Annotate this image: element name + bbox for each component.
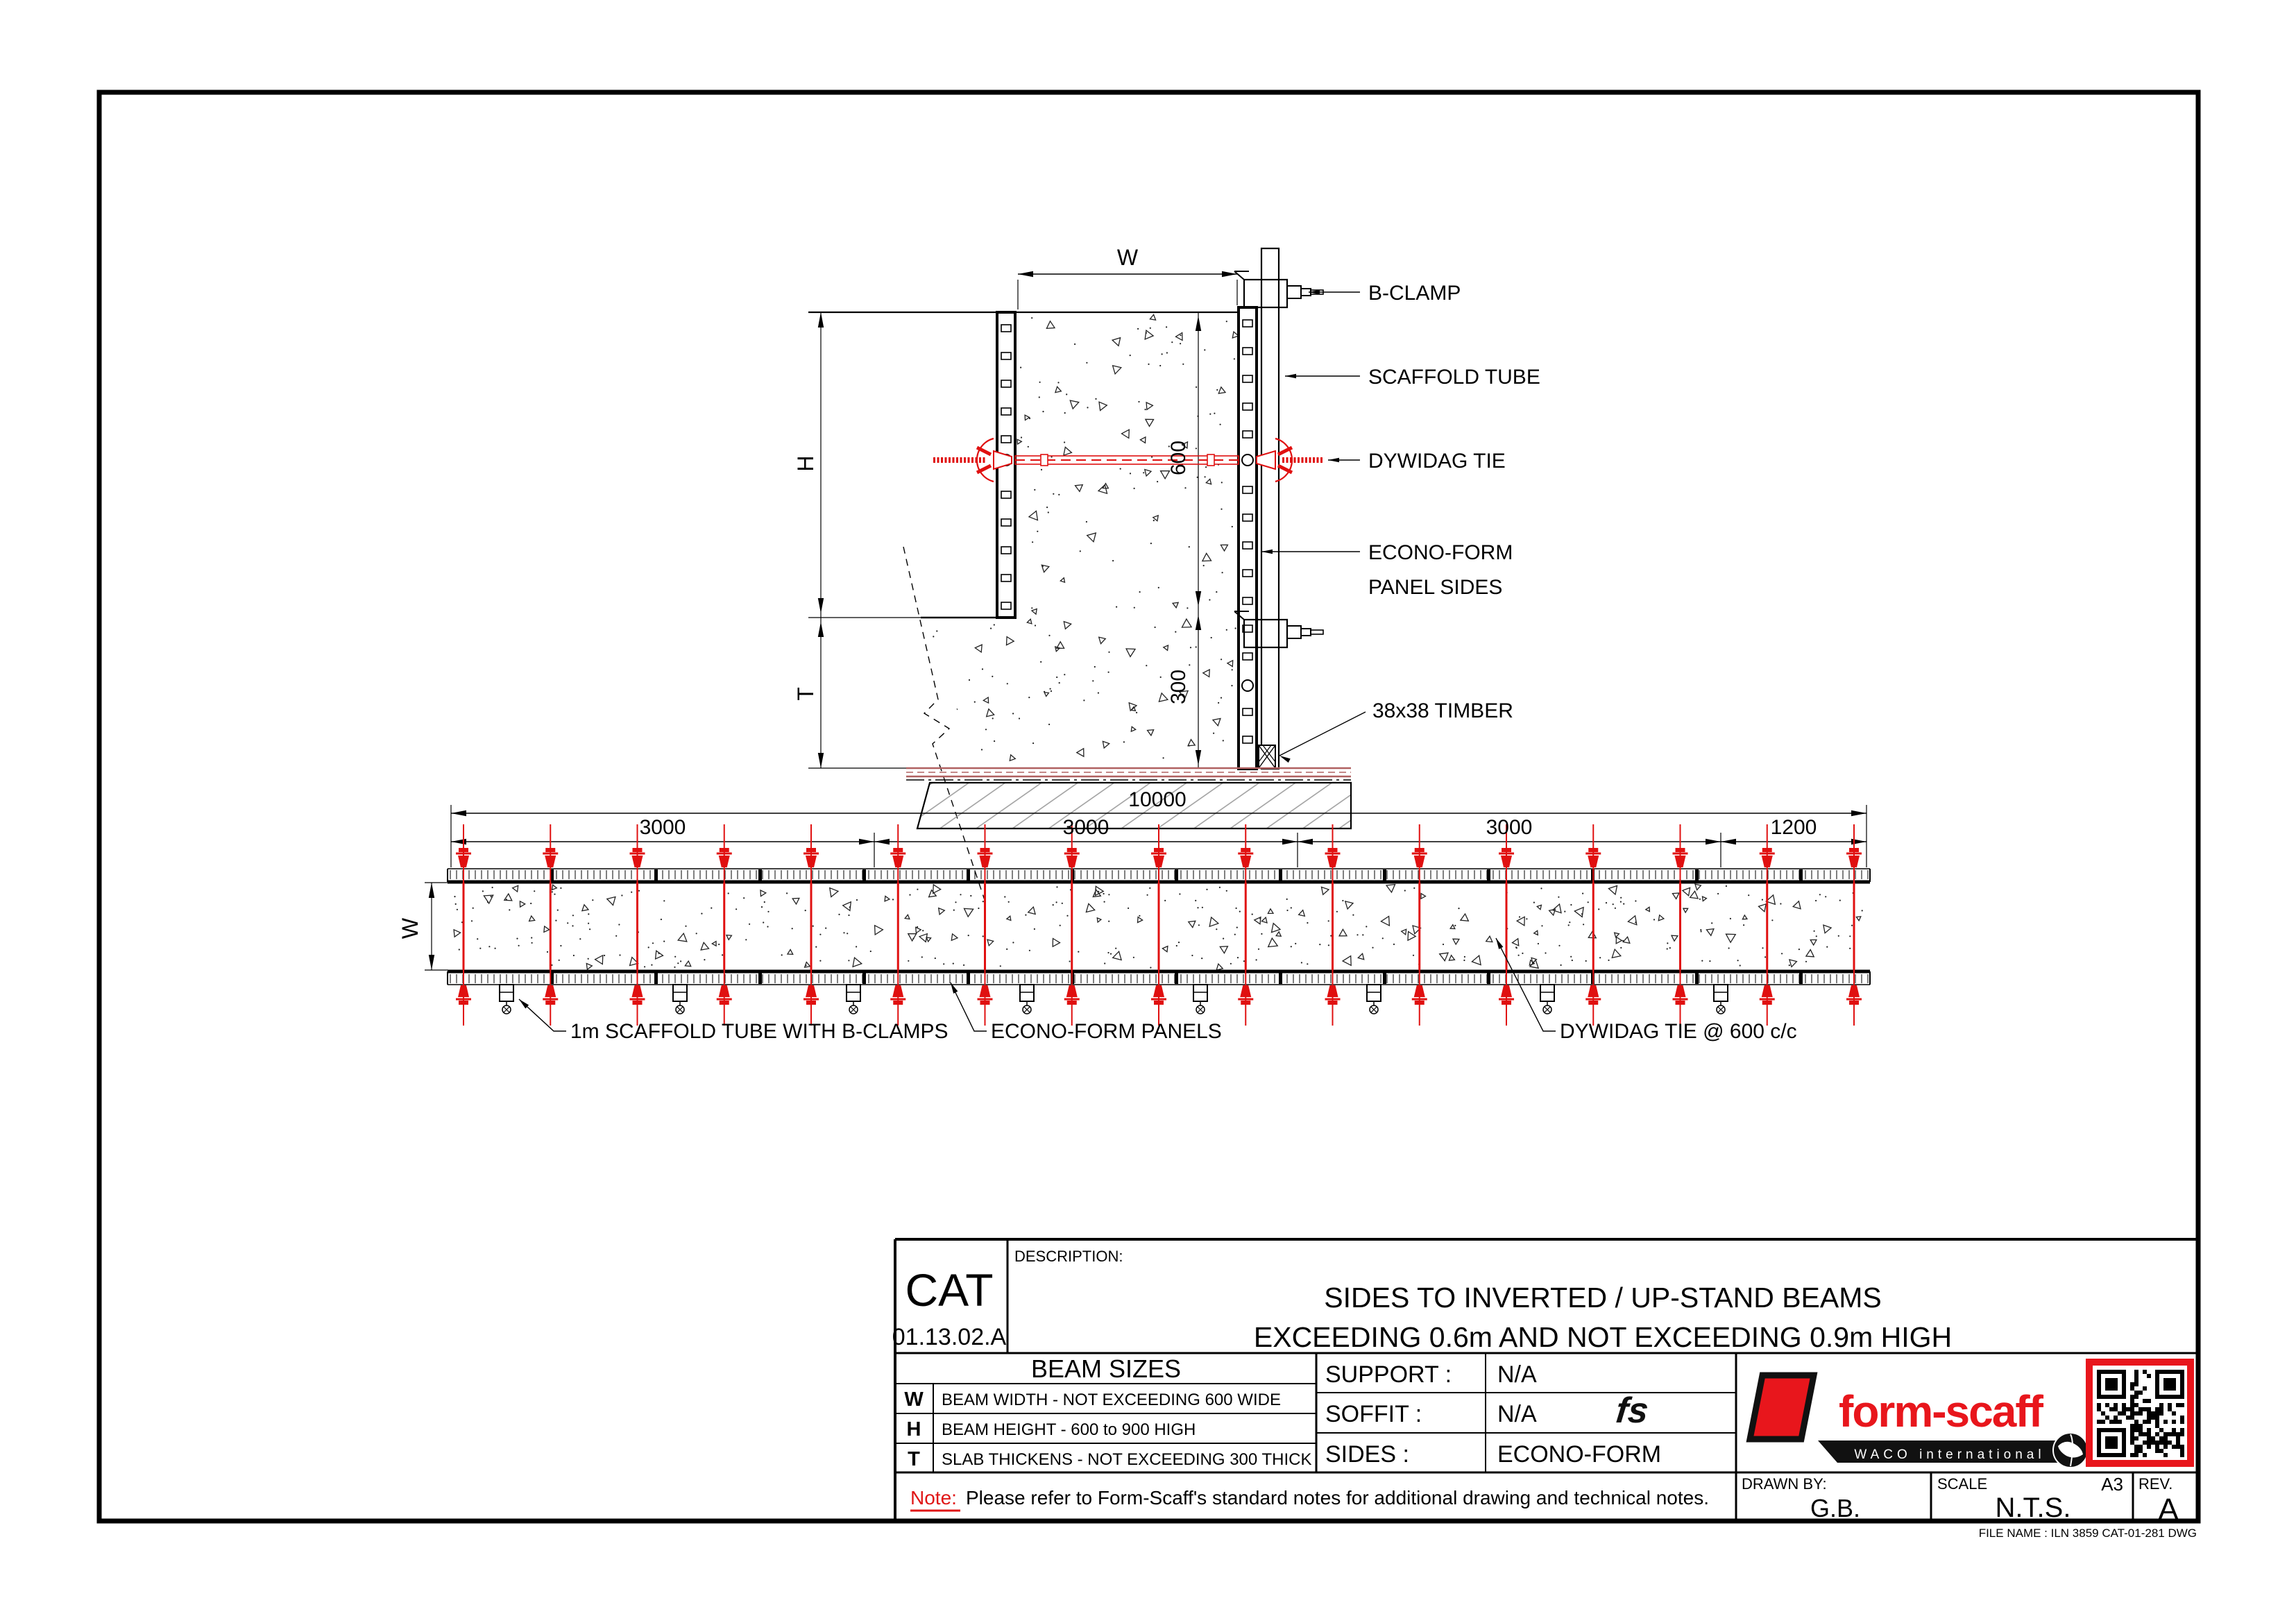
beam-row-w-desc: BEAM WIDTH - NOT EXCEEDING 600 WIDE <box>942 1391 1281 1409</box>
qr-code <box>2086 1359 2194 1467</box>
plan-label-scaffold: 1m SCAFFOLD TUBE WITH B-CLAMPS <box>570 1020 949 1043</box>
drawn-by-label: DRAWN BY: <box>1742 1475 1827 1493</box>
beam-row-h-desc: BEAM HEIGHT - 600 to 900 HIGH <box>942 1420 1196 1439</box>
section-view-geometry <box>808 248 1366 902</box>
section-dim-300: 300 <box>1167 669 1190 705</box>
label-dywidag-tie: DYWIDAG TIE <box>1368 450 1506 473</box>
sides-value: ECONO-FORM <box>1497 1441 1662 1468</box>
scale-label: SCALE <box>1937 1475 1988 1493</box>
support-label: SUPPORT : <box>1325 1361 1452 1388</box>
label-timber: 38x38 TIMBER <box>1372 699 1513 722</box>
brand-wordmark: form-scaff <box>1839 1386 2042 1436</box>
note-label: Note: <box>910 1487 957 1509</box>
rev-label: REV. <box>2138 1475 2173 1493</box>
paper-size: A3 <box>2101 1474 2123 1495</box>
beam-row-t-desc: SLAB THICKENS - NOT EXCEEDING 300 THICK <box>942 1450 1312 1469</box>
plan-dim-total: 10000 <box>1128 788 1187 811</box>
support-value: N/A <box>1497 1361 1537 1388</box>
plan-dim-seg3: 3000 <box>1486 816 1533 839</box>
plan-dim-seg2: 3000 <box>1062 816 1109 839</box>
plan-dim-w-label: W <box>398 917 423 940</box>
description-line1: SIDES TO INVERTED / UP-STAND BEAMS <box>1324 1282 1882 1314</box>
plan-label-panels: ECONO-FORM PANELS <box>991 1020 1222 1043</box>
beam-sizes-title: BEAM SIZES <box>1030 1354 1182 1383</box>
description-line2: EXCEEDING 0.6m AND NOT EXCEEDING 0.9m HIGH <box>1253 1321 1953 1353</box>
cat-title: CAT <box>905 1264 994 1316</box>
plan-dim-seg4: 1200 <box>1770 816 1817 839</box>
sides-label: SIDES : <box>1325 1441 1409 1468</box>
plan-label-tie: DYWIDAG TIE @ 600 c/c <box>1560 1020 1797 1043</box>
plan-dim-seg1: 3000 <box>639 816 686 839</box>
label-econo-form-2: PANEL SIDES <box>1368 576 1503 599</box>
section-dim-h-label: H <box>793 455 818 472</box>
file-name: FILE NAME : ILN 3859 CAT-01-281 DWG <box>1978 1527 2197 1540</box>
drawn-by-value: G.B. <box>1810 1494 1861 1522</box>
waco-international-label: WACO international <box>1854 1447 2046 1462</box>
section-dim-t-label: T <box>793 687 818 701</box>
soffit-label: SOFFIT : <box>1325 1401 1422 1427</box>
description-label: DESCRIPTION: <box>1014 1248 1123 1265</box>
beam-row-h-key: H <box>906 1418 921 1441</box>
beam-row-t-key: T <box>908 1448 920 1470</box>
soffit-value: N/A <box>1497 1401 1537 1427</box>
section-dim-600: 600 <box>1167 440 1190 476</box>
beam-row-w-key: W <box>904 1388 924 1411</box>
scale-value: N.T.S. <box>1995 1493 2071 1523</box>
cat-number: 01.13.02.A <box>892 1324 1007 1350</box>
rev-value: A <box>2158 1493 2179 1527</box>
note-text: Please refer to Form-Scaff's standard notes for additional drawing and technical notes. <box>966 1487 1709 1509</box>
fs-logo-glyph: fs <box>1614 1391 1651 1431</box>
section-dim-w-label: W <box>1116 245 1139 270</box>
label-econo-form-1: ECONO-FORM <box>1368 541 1513 564</box>
label-b-clamp: B-CLAMP <box>1368 282 1461 305</box>
label-scaffold-tube: SCAFFOLD TUBE <box>1368 366 1540 389</box>
